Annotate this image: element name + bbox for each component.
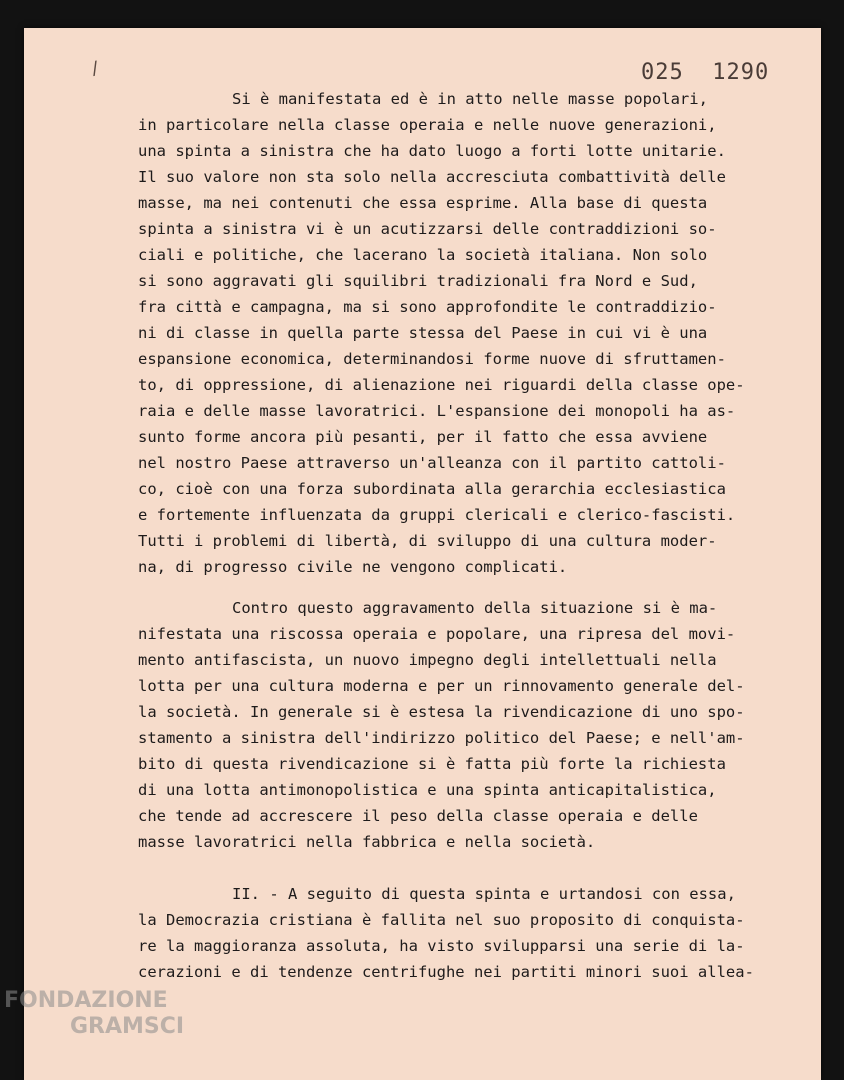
text-line: stamento a sinistra dell'indirizzo politico del Paese; e nell'am- bbox=[138, 729, 745, 747]
text-line: ciali e politiche, che lacerano la società italiana. Non solo bbox=[138, 246, 708, 264]
text-line: masse, ma nei contenuti che essa esprime. Alla base di questa bbox=[138, 194, 708, 212]
watermark-line-1: FONDAZIONE bbox=[4, 988, 168, 1013]
text-line: di una lotta antimonopolistica e una spinta anticapitalistica, bbox=[138, 781, 717, 799]
text-line: nifestata una riscossa operaia e popolare, una ripresa del movi- bbox=[138, 625, 736, 643]
text-line: nel nostro Paese attraverso un'alleanza con il partito cattoli- bbox=[138, 454, 726, 472]
archive-number: 025 1290 bbox=[641, 60, 770, 85]
text-line: masse lavoratrici nella fabbrica e nella società. bbox=[138, 833, 596, 851]
text-line: Il suo valore non sta solo nella accresciuta combattività delle bbox=[138, 168, 726, 186]
text-line: in particolare nella classe operaia e nelle nuove generazioni, bbox=[138, 116, 717, 134]
text-line: espansione economica, determinandosi forme nuove di sfruttamen- bbox=[138, 350, 726, 368]
text-line: cerazioni e di tendenze centrifughe nei partiti minori suoi allea- bbox=[138, 963, 754, 981]
text-line: co, cioè con una forza subordinata alla gerarchia ecclesiastica bbox=[138, 480, 726, 498]
text-line: raia e delle masse lavoratrici. L'espansione dei monopoli ha as- bbox=[138, 402, 736, 420]
text-line: to, di oppressione, di alienazione nei riguardi della classe ope- bbox=[138, 376, 745, 394]
text-line: Si è manifestata ed è in atto nelle masse popolari, bbox=[232, 90, 708, 108]
text-line: re la maggioranza assoluta, ha visto svilupparsi una serie di la- bbox=[138, 937, 745, 955]
text-line: lotta per una cultura moderna e per un rinnovamento generale del- bbox=[138, 677, 745, 695]
text-line: bito di questa rivendicazione si è fatta più forte la richiesta bbox=[138, 755, 726, 773]
text-line: na, di progresso civile ne vengono complicati. bbox=[138, 558, 568, 576]
pencil-mark: / bbox=[90, 57, 100, 80]
text-line: fra città e campagna, ma si sono approfondite le contraddizio- bbox=[138, 298, 717, 316]
text-line: la società. In generale si è estesa la rivendicazione di uno spo- bbox=[138, 703, 745, 721]
text-line: si sono aggravati gli squilibri tradizionali fra Nord e Sud, bbox=[138, 272, 698, 290]
text-line: e fortemente influenzata da gruppi clericali e clerico-fascisti. bbox=[138, 506, 736, 524]
text-line: una spinta a sinistra che ha dato luogo a forti lotte unitarie. bbox=[138, 142, 726, 160]
text-line: la Democrazia cristiana è fallita nel suo proposito di conquista- bbox=[138, 911, 745, 929]
text-line: Contro questo aggravamento della situazione si è ma- bbox=[232, 599, 718, 617]
text-line: sunto forme ancora più pesanti, per il fatto che essa avviene bbox=[138, 428, 708, 446]
text-line: mento antifascista, un nuovo impegno degli intellettuali nella bbox=[138, 651, 717, 669]
text-line: che tende ad accrescere il peso della classe operaia e delle bbox=[138, 807, 698, 825]
watermark-line-2: GRAMSCI bbox=[70, 1014, 185, 1039]
text-line: II. - A seguito di questa spinta e urtandosi con essa, bbox=[232, 885, 736, 903]
text-line: ni di classe in quella parte stessa del Paese in cui vi è una bbox=[138, 324, 708, 342]
text-line: spinta a sinistra vi è un acutizzarsi delle contraddizioni so- bbox=[138, 220, 717, 238]
foundation-watermark bbox=[4, 988, 184, 1040]
text-line: Tutti i problemi di libertà, di sviluppo di una cultura moder- bbox=[138, 532, 717, 550]
